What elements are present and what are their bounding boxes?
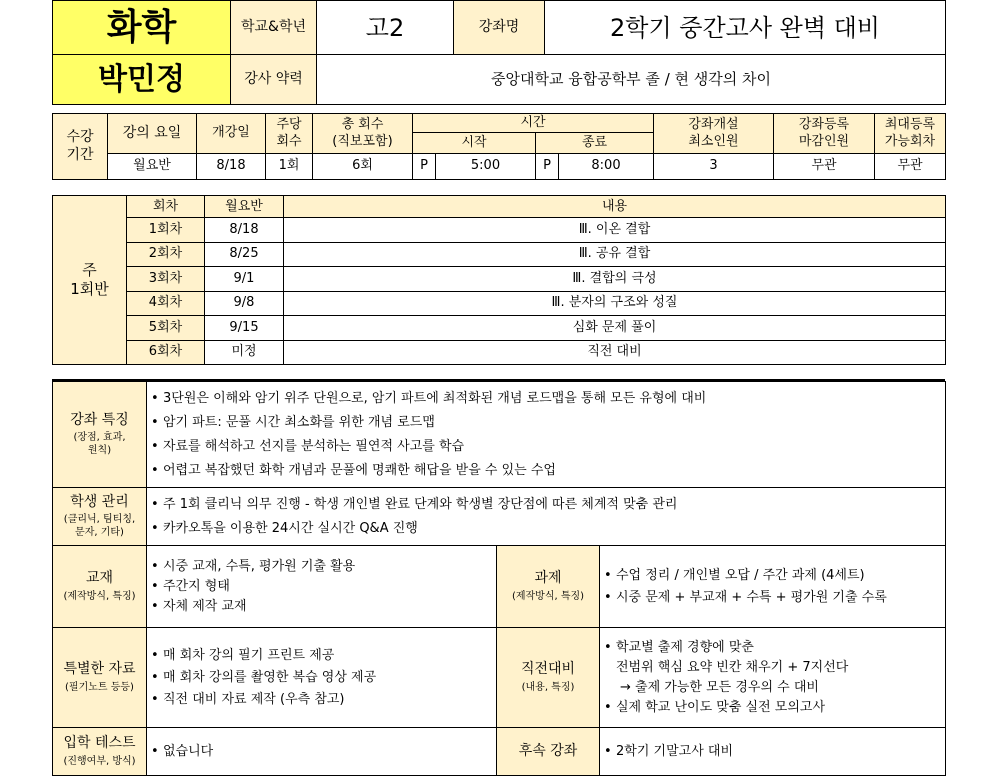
content-header: 내용 [284,196,946,218]
final-prep-item-cont: 전범위 핵심 요약 빈칸 채우기 + 7지선다 [616,659,849,675]
max-sessions-value: 무관 [875,154,946,180]
textbook-item: • 자체 제작 교재 [147,597,496,617]
subject-title: 화학 [53,1,231,55]
session-cell: 3회차 [127,267,205,291]
deadline-value: 무관 [774,154,875,180]
textbook-content [147,546,497,628]
start-ampm: P [413,154,436,180]
end-header: 종료 [536,133,654,154]
total-count-header: 총 회수 (직보포함) [313,114,413,154]
schedule-table [52,113,946,180]
features-item: • 어렵고 복잡했던 화학 개념과 문풀에 명쾌한 해답을 받을 수 있는 수업 [147,459,945,483]
course-name-label: 강좌명 [454,1,545,55]
max-sessions-header: 최대등록 가능회차 [875,114,946,154]
curriculum-group-label: 주 1회반 [53,196,127,365]
content-cell: Ⅲ. 분자의 구조와 성질 [284,291,946,315]
day-header: 강의 요일 [108,114,197,154]
period-label: 수강 기간 [53,114,108,180]
weekly-count-value: 1회 [266,154,313,180]
features-item: • 암기 파트: 문풀 시간 최소화를 위한 개념 로드맵 [147,411,945,435]
management-content [147,488,946,546]
weekly-count-header: 주당 회수 [266,114,313,154]
special-label-text: 특별한 자료 [63,661,136,677]
features-sub: (장점, 효과, 원칙) [73,432,126,456]
features-label [53,382,147,488]
final-prep-item: • 학교별 출제 경향에 맞춘 [600,638,945,658]
content-cell: Ⅲ. 결합의 극성 [284,267,946,291]
school-grade-value: 고2 [317,1,454,55]
school-grade-label: 학교&학년 [231,1,317,55]
entrance-test-label-text: 입학 테스트 [63,735,136,751]
course-name-value: 2학기 중간고사 완벽 대비 [545,1,946,55]
final-prep-label-text: 직전대비 [520,661,576,677]
follow-up-item: • 2학기 기말고사 대비 [600,740,945,764]
special-item: • 매 회차 강의 필기 프린트 제공 [147,645,496,667]
content-cell: Ⅲ. 이온 결합 [284,218,946,242]
date-cell: 8/25 [205,242,284,266]
homework-label [497,546,600,628]
management-label-text: 학생 관리 [70,493,129,510]
management-item: • 카카오톡을 이용한 24시간 실시간 Q&A 진행 [147,517,945,541]
date-cell: 9/15 [205,316,284,340]
end-time: 8:00 [559,154,654,180]
features-label-text: 강좌 특징 [70,411,129,428]
final-prep-sub: (내용, 특징) [521,681,575,693]
follow-up-content [600,728,946,776]
start-date-value: 8/18 [197,154,266,180]
date-cell: 8/18 [205,218,284,242]
management-sub: (클리닉, 팀티칭, 문자, 기타) [63,514,136,538]
session-header: 회차 [127,196,205,218]
session-cell: 2회차 [127,242,205,266]
start-date-header: 개강일 [197,114,266,154]
homework-item: • 수업 정리 / 개인별 오답 / 주간 과제 (4세트) [600,565,945,587]
special-sub: (필기노트 등등) [65,681,134,693]
homework-item: • 시중 문제 + 부교재 + 수특 + 평가원 기출 수록 [600,587,945,609]
management-label [53,488,147,546]
min-enroll-header: 강좌개설 최소인원 [654,114,774,154]
deadline-header: 강좌등록 마감인원 [774,114,875,154]
textbook-sub: (제작방식, 특징) [63,590,136,602]
content-cell: 심화 문제 풀이 [284,316,946,340]
session-cell: 5회차 [127,316,205,340]
date-cell: 9/1 [205,267,284,291]
details-table [52,381,946,776]
special-content [147,628,497,728]
content-cell: 직전 대비 [284,340,946,365]
textbook-item: • 시중 교재, 수특, 평가원 기출 활용 [147,557,496,577]
homework-label-text: 과제 [534,570,562,586]
follow-up-label: 후속 강좌 [497,728,600,776]
features-content [147,382,946,488]
class-header: 월요반 [205,196,284,218]
final-prep-label [497,628,600,728]
profile-value: 중앙대학교 융합공학부 졸 / 현 생각의 차이 [317,55,946,105]
header-table [52,0,946,105]
entrance-test-content [147,728,497,776]
session-cell: 6회차 [127,340,205,365]
final-prep-item: • 실제 학교 난이도 맞춤 실전 모의고사 [600,698,945,718]
min-enroll-value: 3 [654,154,774,180]
time-header: 시간 [413,114,654,133]
special-item: • 직전 대비 자료 제작 (우측 참고) [147,689,496,711]
profile-label: 강사 약력 [231,55,317,105]
features-item: • 3단원은 이해와 암기 위주 단원으로, 암기 파트에 최적화된 개념 로드맵을 통해 모든 유형에 대비 [147,387,945,411]
start-time: 5:00 [436,154,536,180]
textbook-item: • 주간지 형태 [147,577,496,597]
curriculum-table [52,195,946,365]
final-prep-content [600,628,946,728]
date-cell: 9/8 [205,291,284,315]
management-item: • 주 1회 클리닉 의무 진행 - 학생 개인별 완료 단계와 학생별 장단점에 따른 체계적 맞춤 관리 [147,493,945,517]
total-count-value: 6회 [313,154,413,180]
special-item: • 매 회차 강의를 촬영한 복습 영상 제공 [147,667,496,689]
end-ampm: P [536,154,559,180]
teacher-name: 박민정 [53,55,231,105]
homework-sub: (제작방식, 특징) [511,590,585,602]
textbook-label-text: 교재 [85,570,114,586]
entrance-test-sub: (진행여부, 방식) [63,755,136,767]
final-prep-item-cont2: → 출제 가능한 모든 경우의 수 대비 [620,679,819,695]
entrance-test-item: • 없습니다 [147,740,496,764]
session-cell: 1회차 [127,218,205,242]
session-cell: 4회차 [127,291,205,315]
entrance-test-label [53,728,147,776]
textbook-label [53,546,147,628]
day-value: 월요반 [108,154,197,180]
date-cell: 미정 [205,340,284,365]
homework-content [600,546,946,628]
special-label [53,628,147,728]
start-header: 시작 [413,133,536,154]
features-item: • 자료를 해석하고 선지를 분석하는 필연적 사고를 학습 [147,435,945,459]
content-cell: Ⅲ. 공유 결합 [284,242,946,266]
